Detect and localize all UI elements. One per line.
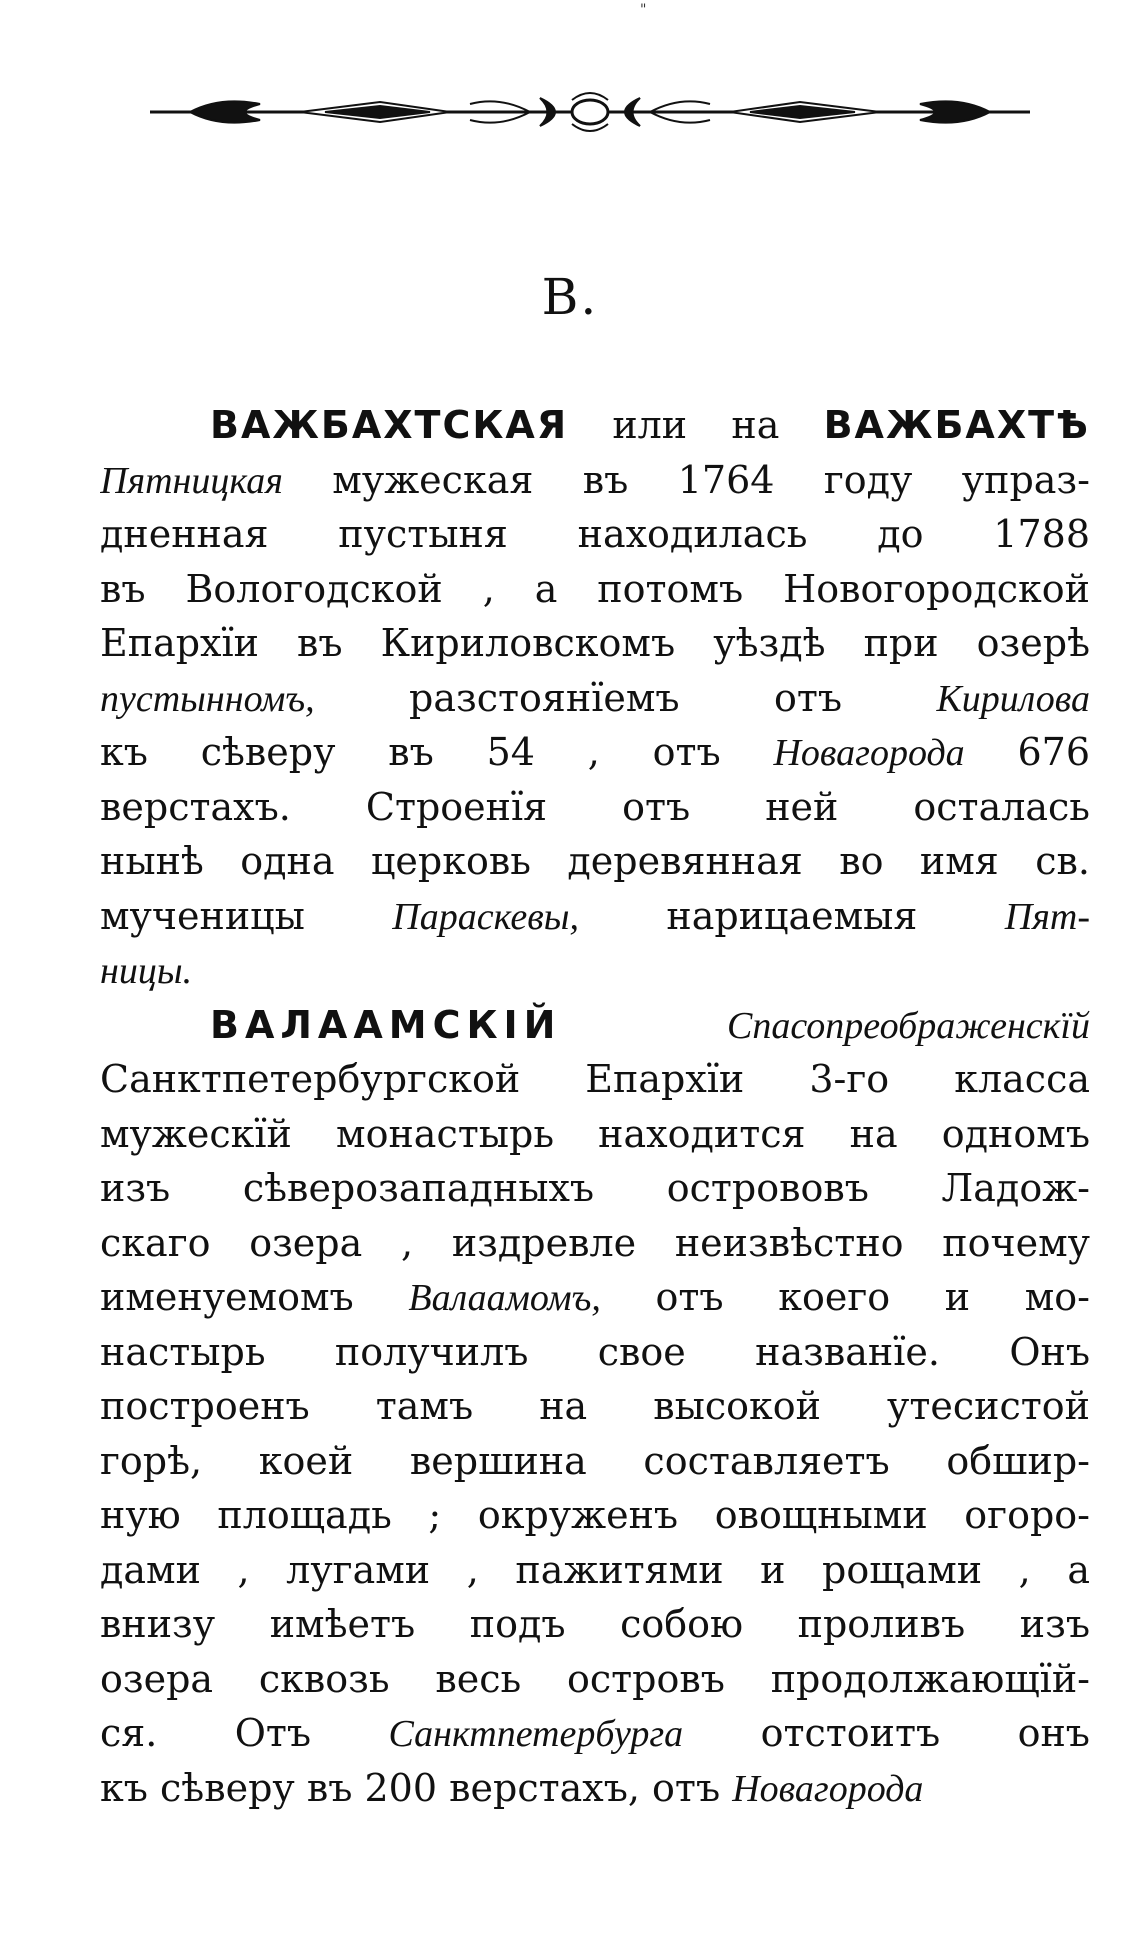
text-line — [100, 1652, 1090, 1707]
text-run: дами , лугами , пажитями и рощами , а — [100, 1547, 1090, 1592]
text-line — [100, 1434, 1090, 1489]
text-line — [100, 834, 1090, 889]
italic-term: пустынномъ, — [100, 677, 315, 720]
text-line — [100, 1706, 1090, 1761]
text-run: отстоитъ онъ — [683, 1711, 1090, 1755]
text-line — [100, 398, 1090, 453]
main-text — [100, 398, 1090, 1815]
text-run — [561, 1003, 727, 1047]
text-line — [100, 562, 1090, 617]
capitalized-term: ВАЖБАХТѢ — [823, 403, 1090, 447]
text-line — [100, 1161, 1090, 1216]
text-run: верстахъ. Строенїя отъ ней осталась — [100, 784, 1090, 829]
text-run: 676 — [964, 730, 1090, 774]
text-run: горѣ, коей вершина составляетъ обшир- — [100, 1438, 1090, 1483]
italic-term: Новагорода — [773, 732, 965, 774]
text-run: построенъ тамъ на высокой утесистой — [100, 1384, 1090, 1428]
text-run: мученицы — [100, 893, 393, 938]
text-run: Епархїи въ Кириловскомъ уѣздѣ при озерѣ — [100, 621, 1090, 665]
text-line — [100, 1107, 1090, 1162]
capitalized-term: ВАЖБАХТСКАЯ — [210, 403, 569, 447]
italic-term: Санктпетербурга — [388, 1713, 684, 1755]
text-line — [100, 616, 1090, 671]
text-line — [100, 1270, 1090, 1325]
text-run: разстоянїемъ отъ — [314, 675, 937, 720]
italic-term: Кирилова — [936, 677, 1090, 720]
text-line — [100, 998, 1090, 1053]
italic-term: Спасопреображенскїй — [726, 1004, 1090, 1047]
text-run: изъ сѣверозападныхъ острововъ Ладож- — [100, 1166, 1090, 1210]
text-line — [100, 1488, 1090, 1543]
text-run: дненная пустыня находилась до 1788 — [100, 512, 1090, 556]
text-run: ную площадь ; окруженъ овощными огоро- — [100, 1493, 1090, 1537]
text-run: или на — [568, 403, 824, 447]
text-run: Санктпетербургской Епархїи 3-го класса — [100, 1057, 1090, 1101]
text-run: озера сквозь весь островъ продолжающїй- — [100, 1656, 1090, 1701]
text-run: къ сѣверу въ 200 верстахъ, отъ — [100, 1765, 733, 1810]
section-letter-heading: В. — [541, 268, 599, 326]
text-line — [100, 671, 1090, 726]
italic-term: Валаамомъ, — [408, 1277, 601, 1319]
text-run: нынѣ одна церковь деревянная во имя св. — [100, 839, 1090, 883]
italic-term: Пятницкая — [100, 459, 283, 502]
text-line — [100, 1216, 1090, 1271]
italic-term: ницы. — [100, 950, 193, 992]
italic-term: Новагорода — [732, 1767, 924, 1810]
text-line — [100, 725, 1090, 780]
text-run: мужеская въ 1764 году упраз- — [282, 457, 1090, 502]
text-run: именуемомъ — [100, 1275, 409, 1319]
text-line — [100, 1543, 1090, 1598]
text-line — [100, 1379, 1090, 1434]
text-run: отъ коего и мо- — [600, 1275, 1090, 1319]
italic-term: Параскевы, — [392, 895, 579, 938]
text-run: настырь получилъ свое названїе. Онъ — [100, 1329, 1090, 1374]
entry-valaamsky — [100, 998, 1090, 1816]
text-run: къ сѣверу въ 54 , отъ — [100, 730, 774, 774]
text-line — [100, 1597, 1090, 1652]
text-run: въ Вологодской , а потомъ Новогородской — [100, 566, 1090, 611]
entry-vazhbakhtskaya — [100, 398, 1090, 998]
text-run: мужескїй монастырь находится на одномъ — [100, 1111, 1090, 1156]
text-run: ся. Отъ — [100, 1711, 389, 1755]
italic-term: Пят- — [1004, 895, 1090, 938]
text-line — [100, 1052, 1090, 1107]
text-line — [100, 453, 1090, 508]
text-run: скаго озера , издревле неизвѣстно почему — [100, 1220, 1090, 1265]
text-line — [100, 780, 1090, 835]
decorative-headpiece-ornament — [150, 82, 1030, 142]
top-printer-mark: " — [640, 2, 647, 18]
text-line — [100, 1761, 1090, 1816]
text-line — [100, 943, 1090, 998]
text-run: внизу имѣетъ подъ собою проливъ изъ — [100, 1602, 1090, 1646]
capitalized-term: ВАЛААМСКІЙ — [210, 1002, 562, 1047]
text-line — [100, 889, 1090, 944]
text-line — [100, 507, 1090, 562]
text-line — [100, 1325, 1090, 1380]
text-run: нарицаемыя — [579, 893, 1005, 938]
